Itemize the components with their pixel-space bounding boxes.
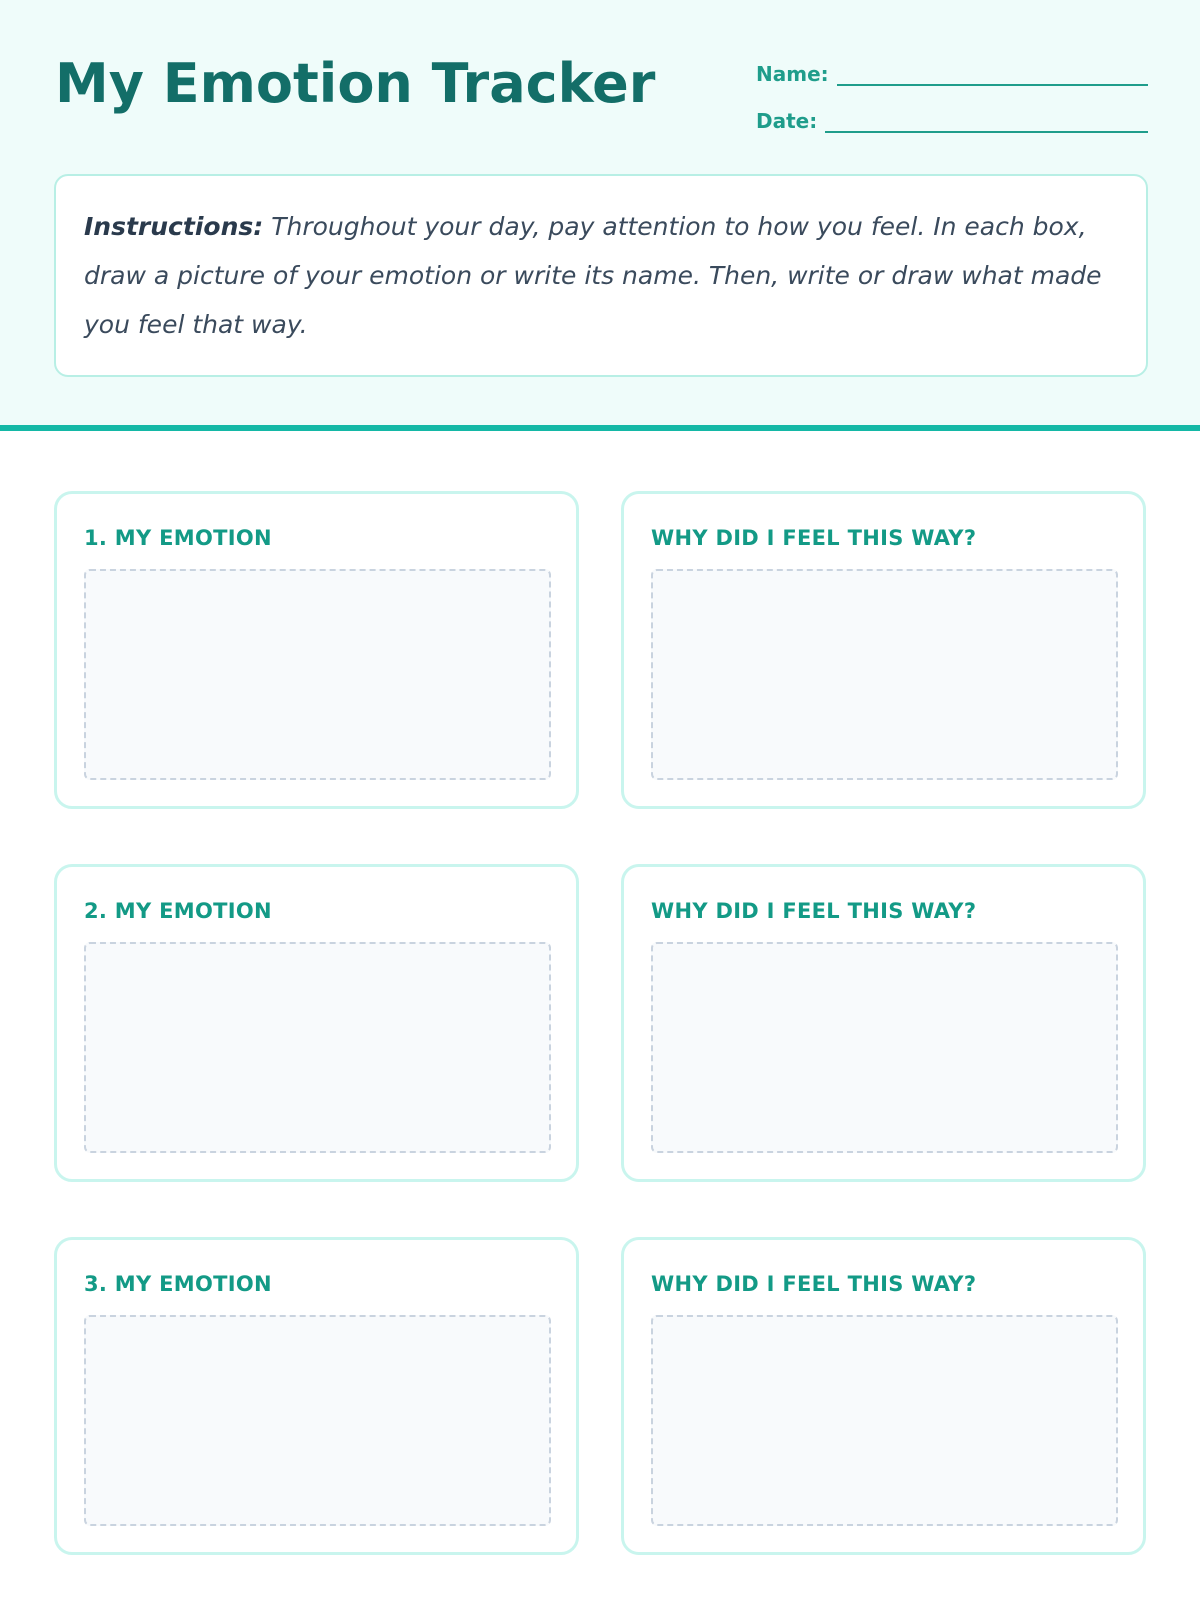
date-field[interactable] [825,113,1148,133]
emotion-drawing-area[interactable] [84,1315,551,1526]
emotion-card-1 [54,491,579,809]
emotion-card-2 [54,864,579,1182]
worksheet-header [0,0,1200,431]
reason-card-label: WHY DID I FEEL THIS WAY? [651,526,977,550]
reason-drawing-area[interactable] [651,942,1118,1153]
page-title: My Emotion Tracker [55,52,656,115]
reason-card-label: WHY DID I FEEL THIS WAY? [651,899,977,923]
name-label: Name: [756,62,829,86]
reason-card-1 [621,491,1146,809]
instructions-text: Throughout your day, pay attention to how you feel. In each box, draw a picture of your emotion or write its name. Then, write or draw what made you feel that way. [84,212,1102,339]
emotion-card-label: 1. MY EMOTION [84,526,272,550]
emotion-card-3 [54,1237,579,1555]
reason-card-3 [621,1237,1146,1555]
date-row [756,103,1148,133]
name-field[interactable] [837,66,1148,86]
emotion-card-label: 3. MY EMOTION [84,1272,272,1296]
reason-card-label: WHY DID I FEEL THIS WAY? [651,1272,977,1296]
emotion-drawing-area[interactable] [84,942,551,1153]
student-info [756,56,1148,150]
instructions-box [54,174,1148,377]
emotion-card-label: 2. MY EMOTION [84,899,272,923]
emotion-drawing-area[interactable] [84,569,551,780]
reason-drawing-area[interactable] [651,569,1118,780]
instructions-lead: Instructions: [84,212,264,241]
reason-drawing-area[interactable] [651,1315,1118,1526]
date-label: Date: [756,109,818,133]
reason-card-2 [621,864,1146,1182]
name-row [756,56,1148,86]
